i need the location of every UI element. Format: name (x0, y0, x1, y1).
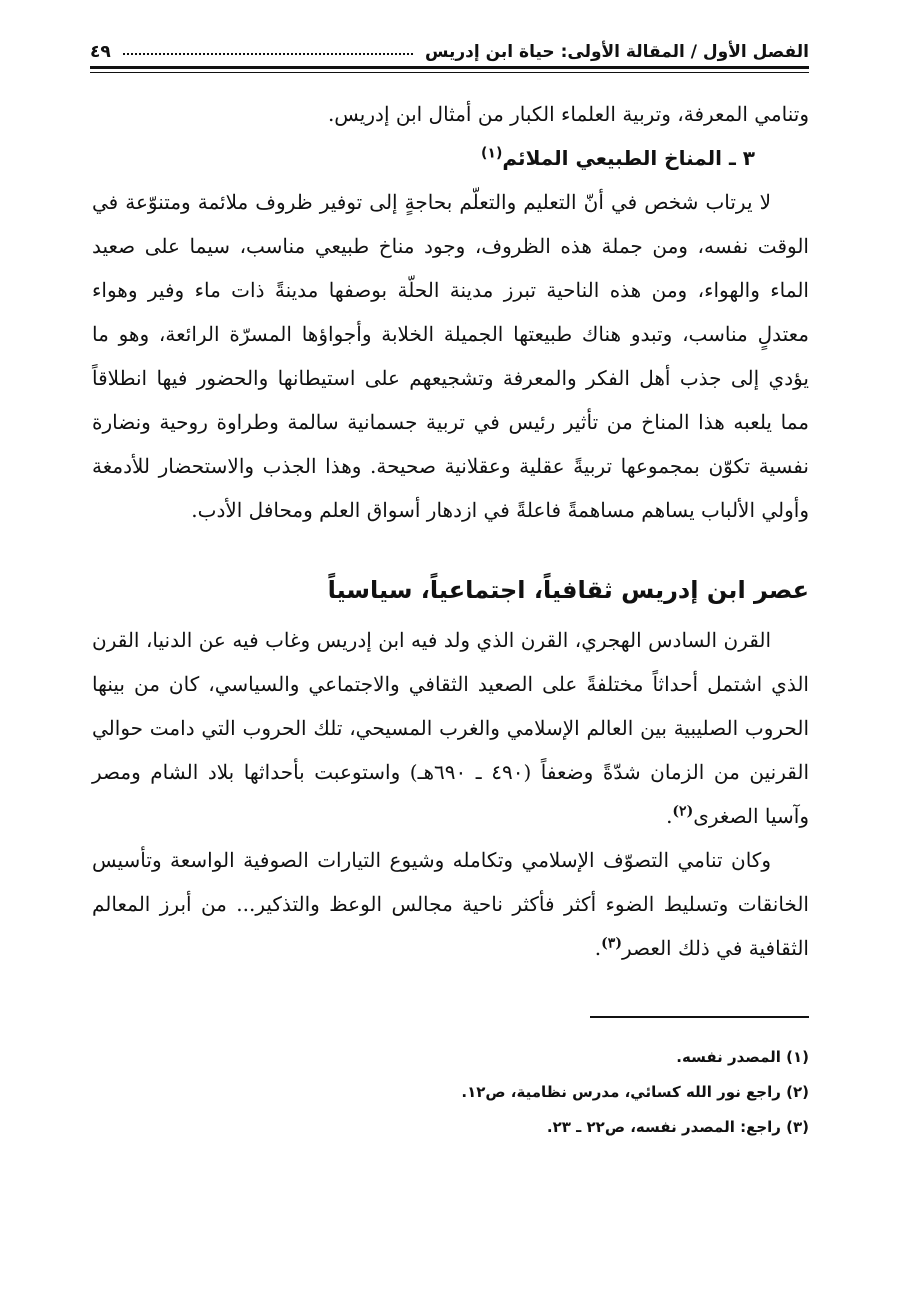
paragraph-climate: لا يرتاب شخص في أنّ التعليم والتعلّم بحاجةٍ إلى توفير ظروف ملائمة ومتنوّعة في الوقت نفسه، ومن جملة هذه الظروف، وجود مناخ طبيعي مناسب، سيما على صعيد الماء والهواء، ومن هذه الناحية تبرز مدينة الحلّة بوصفها مدينةً ذات ماء وفير وهواء معتدلٍ مناسب، وتبدو هناك طبيعتها الجميلة الخلابة وأجواؤها المسرّة الرائعة، وهو ما يؤدي إلى جذب أهل الفكر والمعرفة وتشجيعهم على استيطانها والحضور فيها انطلاقاً مما يلعبه هذا المناخ من تأثير رئيس في تربية جسمانية سالمة وطراوة روحية ونضارة نفسية تكوّن بمجموعها تربيةً عقلية وعقلانية صحيحة. وهذا الجذب والاستحضار للأدمغة وأولي الألباب يساهم مساهمةً فاعلةً في ازدهار أسواق العلم ومحافل الأدب. (92, 190, 809, 522)
footnote-separator (590, 1016, 809, 1018)
subheading-text: ٣ ـ المناخ الطبيعي الملائم (502, 146, 755, 170)
footnote-ref-2: (٢) (672, 803, 694, 820)
paragraph-sufism-text: وكان تنامي التصوّف الإسلامي وتكامله وشيوع التيارات الصوفية الواسعة وتأسيس الخانقات وتسليط الضوء أكثر فأكثر ناحية مجالس الوعظ والتذكير... من أبرز المعالم الثقافية في ذلك العصر (92, 848, 809, 960)
opening-line: وتنامي المعرفة، وتربية العلماء الكبار من أمثال ابن إدريس. (327, 102, 809, 126)
footnote-ref-1: (١) (481, 145, 503, 162)
footnote-3: (٣) راجع: المصدر نفسه، ص٢٢ ـ ٢٣. (546, 1118, 809, 1136)
footnotes (92, 1040, 809, 1145)
paragraph-sufism: وكان تنامي التصوّف الإسلامي وتكامله وشيوع التيارات الصوفية الواسعة وتأسيس الخانقات وتسليط الضوء أكثر فأكثر ناحية مجالس الوعظ والتذكير... من أبرز المعالم الثقافية في ذلك العصر$^{(٣)}$. (92, 848, 809, 960)
footnote-ref-3: (٣) (601, 935, 622, 952)
running-title: الفصل الأول / المقالة الأولى: حياة ابن إدريس (424, 42, 809, 62)
paragraph-century: القرن السادس الهجري، القرن الذي ولد فيه ابن إدريس وغاب فيه عن الدنيا، القرن الذي اشتمل أحداثاً مختلفةً على الصعيد الثقافي والاجتماعي والسياسي، كان من بينها الحروب الصليبية بين العالم الإسلامي والغرب المسيحي، تلك الحروب التي دامت حوالي القرنين من الزمان شدّةً وضعفاً (٤٩٠ ـ ٦٩٠هـ) واستوعبت بأحداثها بلاد الشام ومصر وآسيا الصغرى$^{(٢)}$. (92, 628, 809, 828)
page-number: ٤٩ (90, 42, 111, 62)
page-body (92, 92, 809, 970)
paragraph-century-text: القرن السادس الهجري، القرن الذي ولد فيه ابن إدريس وغاب فيه عن الدنيا، القرن الذي اشتمل أحداثاً مختلفةً على الصعيد الثقافي والاجتماعي والسياسي، كان من بينها الحروب الصليبية بين العالم الإسلامي والغرب المسيحي، تلك الحروب التي دامت حوالي القرنين من الزمان شدّةً وضعفاً (٤٩٠ ـ ٦٩٠هـ) واستوعبت بأحداثها بلاد الشام ومصر وآسيا الصغرى (92, 628, 809, 828)
footnote-1: (١) المصدر نفسه. (676, 1048, 809, 1066)
subheading (92, 136, 809, 180)
footnote-2: (٢) راجع نور الله كسائي، مدرس نظامية، ص١٢. (461, 1083, 809, 1101)
leader-dots (123, 53, 413, 55)
header-rule-thin (90, 72, 809, 73)
header-rule (90, 66, 809, 69)
section-title: عصر ابن إدريس ثقافياً، اجتماعياً، سياسياً (327, 576, 809, 604)
running-header (90, 28, 809, 62)
